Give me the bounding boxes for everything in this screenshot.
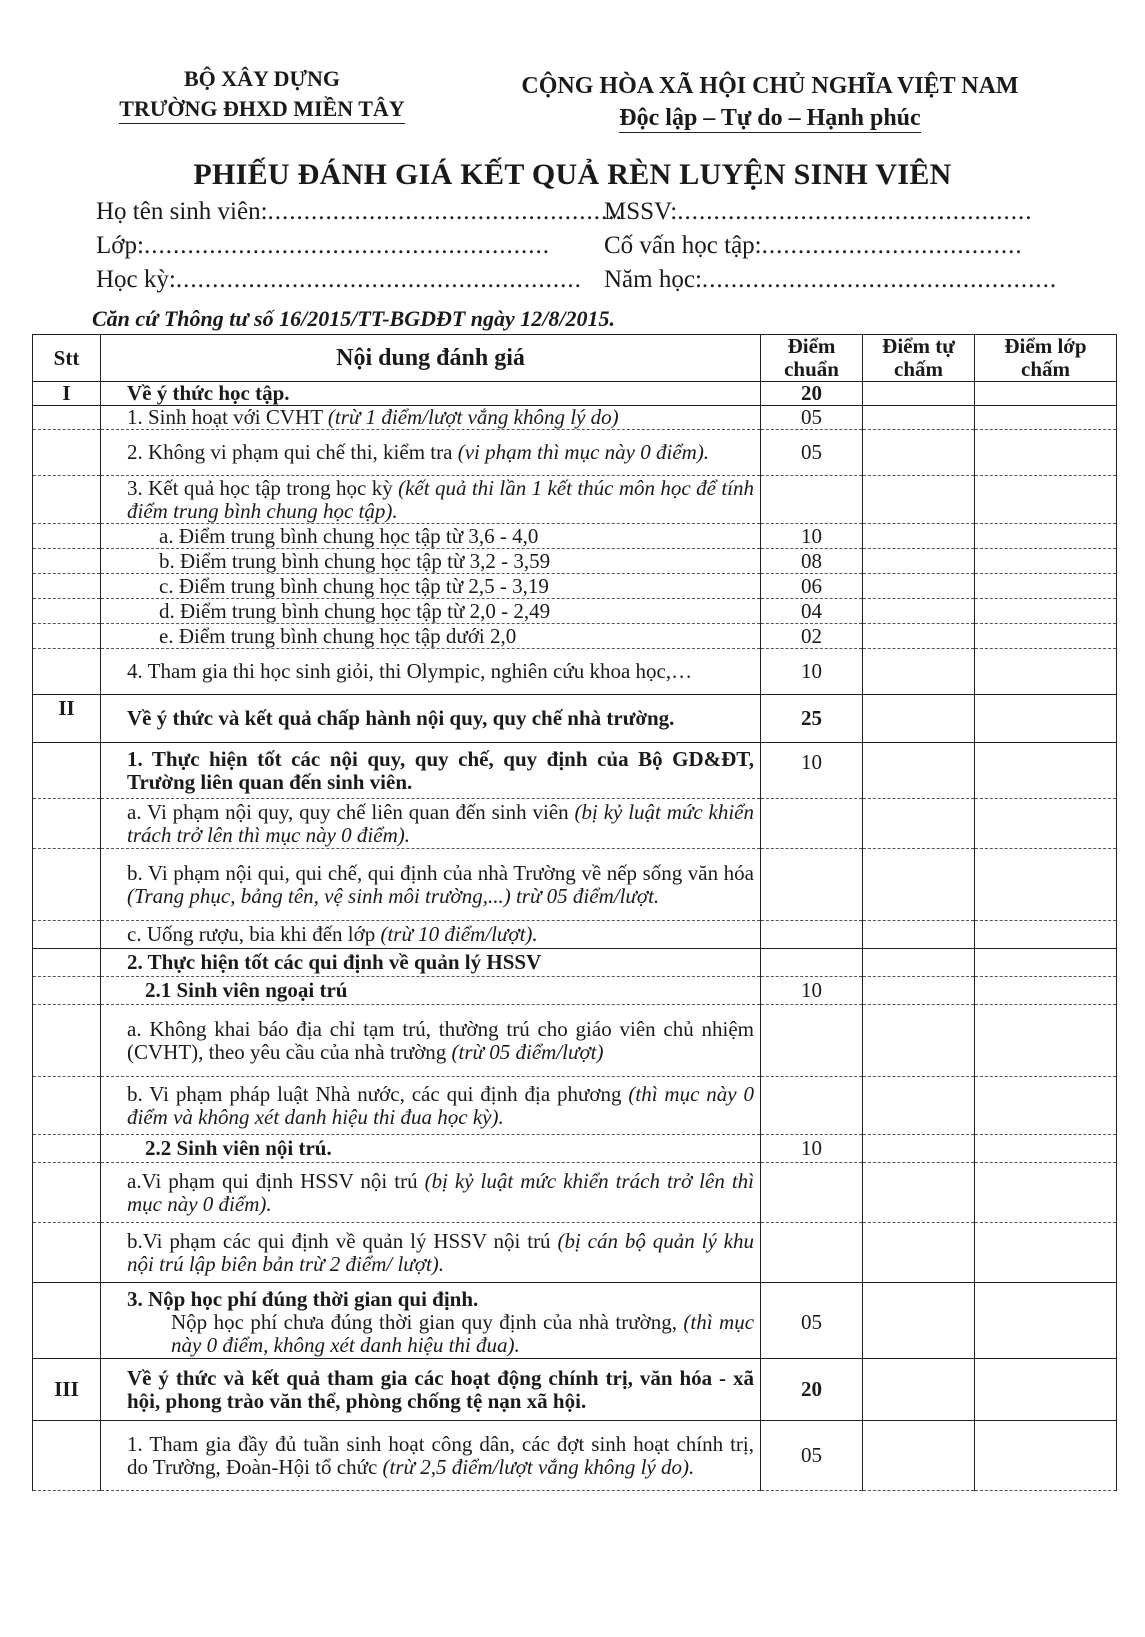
- table-row: 3. Kết quả học tập trong học kỳ (kết quả thi lần 1 kết thúc môn học để tính điểm trung bình chung học tập).: [33, 476, 1117, 524]
- table-row: a. Điểm trung bình chung học tập từ 3,6 - 4,0 10: [33, 524, 1117, 549]
- table-row: Nộp học phí chưa đúng thời gian quy định của nhà trường, (thì mục này 0 điểm, không xét danh hiệu thi đua). 05: [33, 1311, 1117, 1359]
- table-row: 2.2 Sinh viên nội trú. 10: [33, 1135, 1117, 1163]
- year-label: Năm học:: [604, 266, 702, 293]
- self-score-cell[interactable]: [863, 921, 975, 949]
- self-score-cell[interactable]: [863, 476, 975, 524]
- header-standard: Điểm chuẩn: [761, 335, 863, 382]
- table-row: 4. Tham gia thi học sinh giỏi, thi Olympic, nghiên cứu khoa học,… 10: [33, 649, 1117, 695]
- class-score-cell[interactable]: [975, 921, 1117, 949]
- class-score-cell[interactable]: [975, 1005, 1117, 1077]
- self-score-cell[interactable]: [863, 524, 975, 549]
- table-row: c. Điểm trung bình chung học tập từ 2,5 - 3,19 06: [33, 574, 1117, 599]
- self-score-cell[interactable]: [863, 1359, 975, 1421]
- class-score-cell[interactable]: [975, 430, 1117, 476]
- class-score-cell[interactable]: [975, 1359, 1117, 1421]
- student-name-blank: .................................................: [267, 198, 623, 225]
- student-name-field[interactable]: [96, 198, 623, 226]
- ministry-name: BỘ XÂY DỰNG: [183, 66, 341, 91]
- class-score-cell[interactable]: [975, 1311, 1117, 1359]
- class-score-cell[interactable]: [975, 406, 1117, 430]
- table-row: b. Vi phạm pháp luật Nhà nước, các qui định địa phương (thì mục này 0 điểm và không xét danh hiệu thi đua học kỳ).: [33, 1077, 1117, 1135]
- table-row: a. Không khai báo địa chỉ tạm trú, thường trú cho giáo viên chủ nhiệm (CVHT), theo yêu cầu của nhà trường (trừ 05 điểm/lượt): [33, 1005, 1117, 1077]
- self-score-cell[interactable]: [863, 1135, 975, 1163]
- class-score-cell[interactable]: [975, 849, 1117, 921]
- table-row: b. Điểm trung bình chung học tập từ 3,2 - 3,59 08: [33, 549, 1117, 574]
- class-score-cell[interactable]: [975, 1163, 1117, 1223]
- nation-header: [480, 70, 1060, 134]
- self-score-cell[interactable]: [863, 1421, 975, 1491]
- semester-label: Học kỳ:: [96, 266, 176, 293]
- class-score-cell[interactable]: [975, 1421, 1117, 1491]
- evaluation-table: [32, 334, 1117, 1491]
- class-score-cell[interactable]: [975, 524, 1117, 549]
- class-score-cell[interactable]: [975, 743, 1117, 799]
- self-score-cell[interactable]: [863, 743, 975, 799]
- table-row: 2.1 Sinh viên ngoại trú 10: [33, 977, 1117, 1005]
- class-score-cell[interactable]: [975, 1283, 1117, 1311]
- class-score-cell[interactable]: [975, 624, 1117, 649]
- self-score-cell[interactable]: [863, 949, 975, 977]
- year-blank: .................................................: [701, 266, 1058, 293]
- self-score-cell[interactable]: [863, 695, 975, 743]
- self-score-cell[interactable]: [863, 382, 975, 406]
- self-score-cell[interactable]: [863, 1163, 975, 1223]
- self-score-cell[interactable]: [863, 799, 975, 849]
- table-row: d. Điểm trung bình chung học tập từ 2,0 - 2,49 04: [33, 599, 1117, 624]
- self-score-cell[interactable]: [863, 1077, 975, 1135]
- table-row: c. Uống rượu, bia khi đến lớp (trừ 10 điểm/lượt).: [33, 921, 1117, 949]
- self-score-cell[interactable]: [863, 1283, 975, 1311]
- self-score-cell[interactable]: [863, 549, 975, 574]
- table-row: II Về ý thức và kết quả chấp hành nội quy, quy chế nhà trường. 25: [33, 695, 1117, 743]
- self-score-cell[interactable]: [863, 849, 975, 921]
- mssv-blank: .................................................: [677, 198, 1033, 225]
- class-score-cell[interactable]: [975, 549, 1117, 574]
- self-score-cell[interactable]: [863, 624, 975, 649]
- class-blank: ........................................................: [143, 232, 550, 259]
- table-row: a.Vi phạm qui định HSSV nội trú (bị kỷ luật mức khiển trách trở lên thì mục này 0 điểm).: [33, 1163, 1117, 1223]
- class-score-cell[interactable]: [975, 574, 1117, 599]
- class-score-cell[interactable]: [975, 695, 1117, 743]
- header-self: Điểm tự chấm: [863, 335, 975, 382]
- class-score-cell[interactable]: [975, 799, 1117, 849]
- mssv-label: MSSV:: [604, 198, 678, 225]
- table-row: I Về ý thức học tập. 20: [33, 382, 1117, 406]
- table-row: 2. Không vi phạm qui chế thi, kiểm tra (vi phạm thì mục này 0 điểm). 05: [33, 430, 1117, 476]
- student-name-label: Họ tên sinh viên:: [96, 198, 268, 225]
- self-score-cell[interactable]: [863, 574, 975, 599]
- advisor-field[interactable]: [604, 232, 1023, 260]
- header-class: Điểm lớp chấm: [975, 335, 1117, 382]
- self-score-cell[interactable]: [863, 977, 975, 1005]
- class-score-cell[interactable]: [975, 1223, 1117, 1283]
- self-score-cell[interactable]: [863, 406, 975, 430]
- motto: Độc lập – Tự do – Hạnh phúc: [619, 105, 921, 131]
- semester-field[interactable]: [96, 266, 582, 294]
- ministry-header: [82, 64, 442, 124]
- page-title: PHIẾU ĐÁNH GIÁ KẾT QUẢ RÈN LUYỆN SINH VIÊN: [193, 158, 952, 191]
- year-field[interactable]: [604, 266, 1057, 294]
- header-stt: Stt: [33, 335, 101, 382]
- class-score-cell[interactable]: [975, 977, 1117, 1005]
- table-row: 1. Sinh hoạt với CVHT (trừ 1 điểm/lượt vắng không lý do) 05: [33, 406, 1117, 430]
- self-score-cell[interactable]: [863, 1005, 975, 1077]
- self-score-cell[interactable]: [863, 1311, 975, 1359]
- class-score-cell[interactable]: [975, 949, 1117, 977]
- table-row: 1. Tham gia đầy đủ tuần sinh hoạt công dân, các đợt sinh hoạt chính trị, do Trường, Đoàn-Hội tổ chức (trừ 2,5 điểm/lượt vắng không lý do). 05: [33, 1421, 1117, 1491]
- table-row: III Về ý thức và kết quả tham gia các hoạt động chính trị, văn hóa - xã hội, phong trào văn thể, phòng chống tệ nạn xã hội. 20: [33, 1359, 1117, 1421]
- semester-blank: ........................................................: [175, 266, 582, 293]
- table-row: 3. Nộp học phí đúng thời gian qui định.: [33, 1283, 1117, 1311]
- table-row: 2. Thực hiện tốt các qui định về quản lý HSSV: [33, 949, 1117, 977]
- table-row: 1. Thực hiện tốt các nội quy, quy chế, quy định của Bộ GD&ĐT, Trường liên quan đến sinh viên. 10: [33, 743, 1117, 799]
- self-score-cell[interactable]: [863, 599, 975, 624]
- nation-name: CỘNG HÒA XÃ HỘI CHỦ NGHĨA VIỆT NAM: [521, 73, 1019, 99]
- class-score-cell[interactable]: [975, 649, 1117, 695]
- self-score-cell[interactable]: [863, 649, 975, 695]
- advisor-blank: ....................................: [761, 232, 1023, 259]
- class-score-cell[interactable]: [975, 476, 1117, 524]
- advisor-label: Cố vấn học tập:: [604, 232, 762, 259]
- self-score-cell[interactable]: [863, 430, 975, 476]
- legal-basis: Căn cứ Thông tư số 16/2015/TT-BGDĐT ngày 12/8/2015.: [92, 306, 616, 331]
- header-content: Nội dung đánh giá: [101, 335, 761, 382]
- self-score-cell[interactable]: [863, 1223, 975, 1283]
- school-name: TRƯỜNG ĐHXD MIỀN TÂY: [119, 95, 404, 124]
- class-score-cell[interactable]: [975, 1135, 1117, 1163]
- table-row: e. Điểm trung bình chung học tập dưới 2,0 02: [33, 624, 1117, 649]
- class-label: Lớp:: [96, 232, 144, 259]
- table-row: a. Vi phạm nội quy, quy chế liên quan đến sinh viên (bị kỷ luật mức khiển trách trở lên thì mục này 0 điểm).: [33, 799, 1117, 849]
- table-row: b.Vi phạm các qui định về quản lý HSSV nội trú (bị cán bộ quản lý khu nội trú lập biên bản trừ 2 điểm/ lượt).: [33, 1223, 1117, 1283]
- mssv-field[interactable]: [604, 198, 1032, 226]
- table-row: b. Vi phạm nội qui, qui chế, qui định của nhà Trường về nếp sống văn hóa (Trang phục, bảng tên, vệ sinh môi trường,...) trừ 05 điểm/lượt.: [33, 849, 1117, 921]
- class-score-cell[interactable]: [975, 1077, 1117, 1135]
- class-score-cell[interactable]: [975, 599, 1117, 624]
- class-score-cell[interactable]: [975, 382, 1117, 406]
- class-field[interactable]: [96, 232, 550, 260]
- table-header-row: [33, 335, 1117, 382]
